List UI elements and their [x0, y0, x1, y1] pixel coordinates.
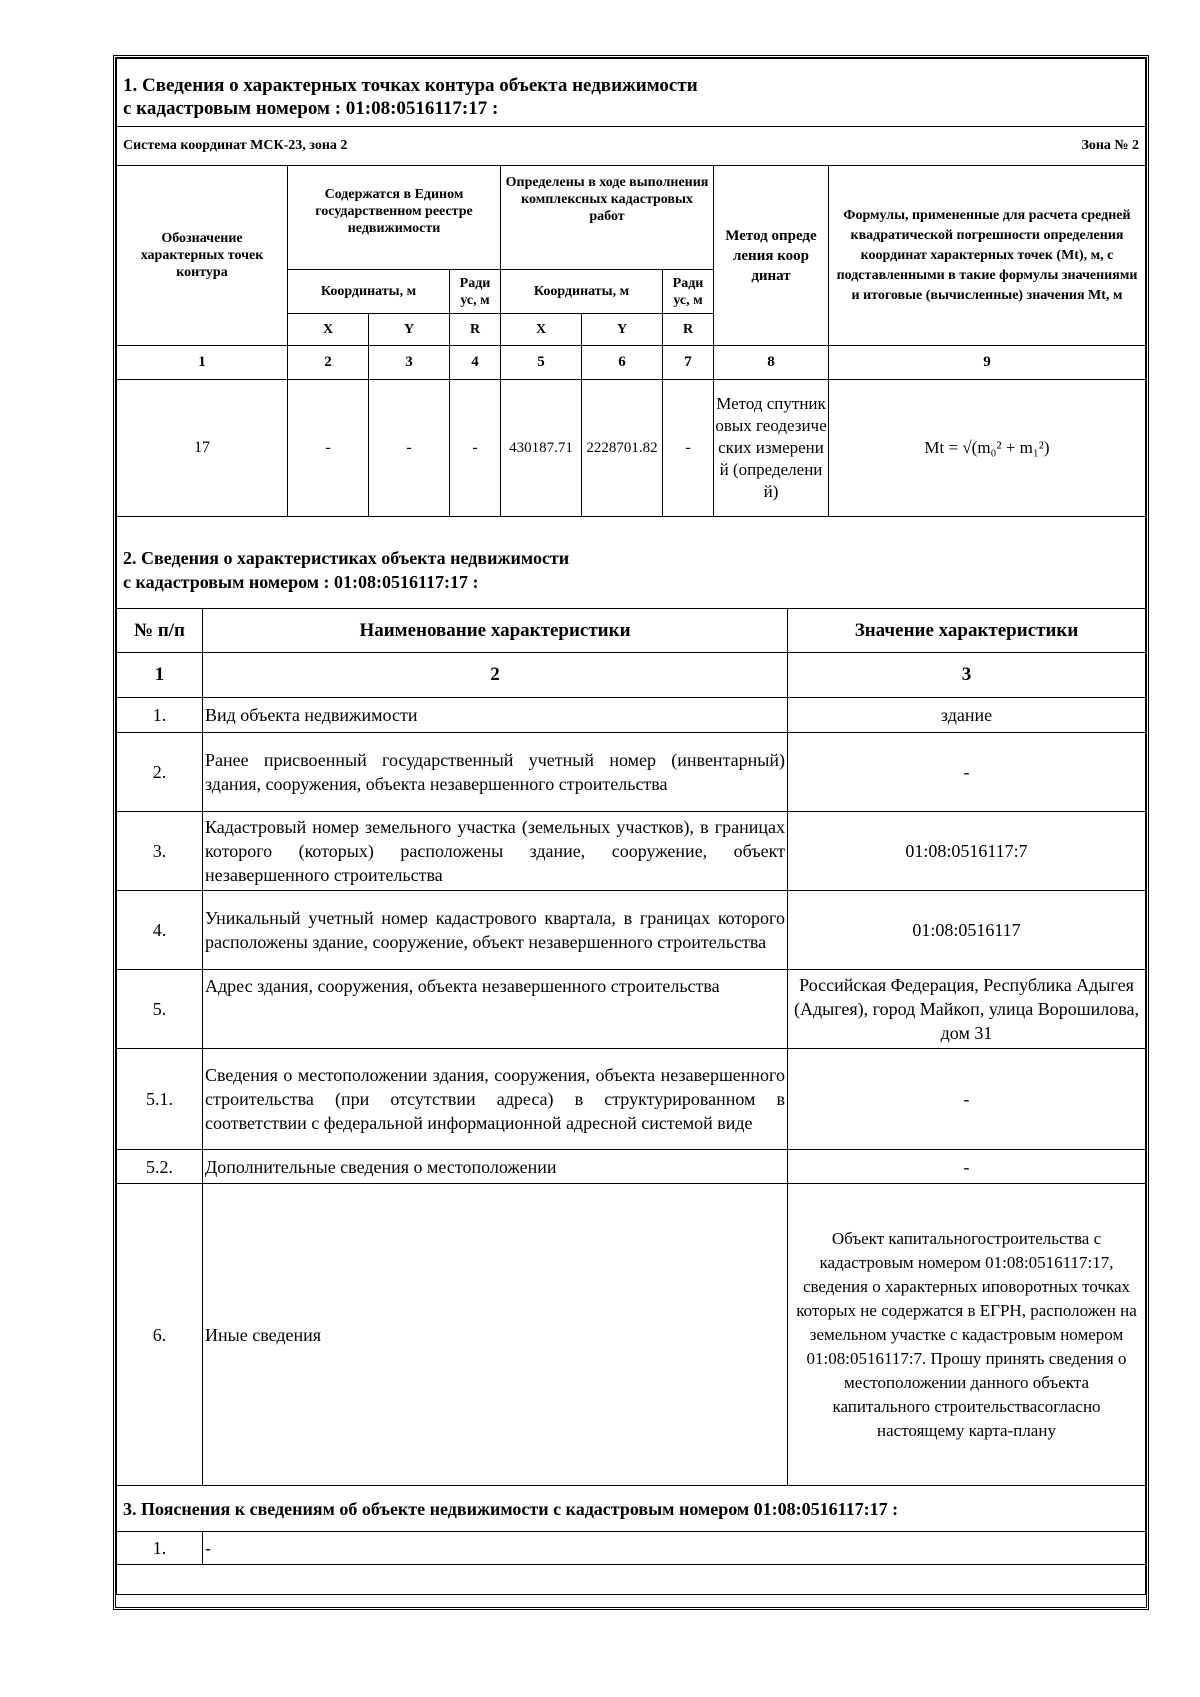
header-point: Обозначение характерных точек контура [117, 166, 288, 346]
col-number: 1 [117, 653, 203, 698]
header-method: Метод опреде ления коор динат [714, 166, 829, 346]
table-row [117, 970, 1146, 1049]
coord-system-row [117, 127, 1146, 166]
row-value: - [788, 1049, 1146, 1150]
egrn-x: - [288, 380, 369, 517]
section1-title-line2: с кадастровым номером : 01:08:0516117:17 : [123, 98, 499, 119]
col-number: 3 [788, 653, 1146, 698]
section1-title [117, 59, 1146, 127]
col-number: 1 [117, 346, 288, 380]
point-id: 17 [117, 380, 288, 517]
header-radius1: Ради ус, м [450, 270, 501, 314]
row-value: - [788, 1150, 1146, 1184]
egrn-y: - [369, 380, 450, 517]
col-number: 9 [829, 346, 1146, 380]
section2-title-line1: 2. Сведения о характеристиках объекта недвижимости [123, 548, 570, 568]
section3-table [116, 1485, 1146, 1595]
col-number: 4 [450, 346, 501, 380]
header-r1: R [450, 314, 501, 346]
row-name: Иные сведения [203, 1184, 788, 1486]
row-value: - [788, 733, 1146, 812]
header-no: № п/п [117, 609, 203, 653]
header-x1: X [288, 314, 369, 346]
table-row [117, 1150, 1146, 1184]
row-name: Адрес здания, сооружения, объекта незавершенного строительства [203, 970, 788, 1049]
table-row [117, 812, 1146, 891]
header-formulas: Формулы, примененные для расчета средней квадратической погрешности определения координат характерных точек (Mt), м, с подставленными в такие формулы значениями и итоговые (вычисленные) значения Mt, м [829, 166, 1146, 346]
col-number: 6 [582, 346, 663, 380]
table-row [117, 698, 1146, 733]
header-y1: Y [369, 314, 450, 346]
empty-row [117, 1565, 1146, 1595]
row-name: Сведения о местоположении здания, сооружения, объекта незавершенного строительства (при отсутствии адреса) в структурированном в соответствии с федеральной информационной адресной системой виде [203, 1049, 788, 1150]
row-name: Вид объекта недвижимости [203, 698, 788, 733]
section2-title [117, 517, 1146, 609]
table-row [117, 1565, 1146, 1595]
row-no: 4. [117, 891, 203, 970]
header-radius2: Ради ус, м [663, 270, 714, 314]
col-number: 2 [203, 653, 788, 698]
row-no: 2. [117, 733, 203, 812]
table-row [117, 733, 1146, 812]
section3-title: 3. Пояснения к сведениям об объекте недвижимости с кадастровым номером 01:08:0516117:17 : [117, 1486, 1146, 1532]
coord-system: Система координат МСК-23, зона 2 [123, 138, 348, 153]
row-no: 5.1. [117, 1049, 203, 1150]
table-row [117, 380, 1146, 517]
complex-x: 430187.71 [501, 380, 582, 517]
row-value: здание [788, 698, 1146, 733]
header-coords1: Координаты, м [288, 270, 450, 314]
row-value: 01:08:0516117 [788, 891, 1146, 970]
header-x2: X [501, 314, 582, 346]
row-value: 01:08:0516117:7 [788, 812, 1146, 891]
row-text: - [203, 1532, 1146, 1565]
col-number: 7 [663, 346, 714, 380]
complex-y: 2228701.82 [582, 380, 663, 517]
formula-value: Mt = √(m₀² + m₁²) [829, 380, 1146, 517]
row-name: Кадастровый номер земельного участка (земельных участков), в границах которого (которых) расположены здание, сооружение, объект незавершенного строительства [203, 812, 788, 891]
header-value: Значение характеристики [788, 609, 1146, 653]
row-value: Российская Федерация, Республика Адыгея (Адыгея), город Майкоп, улица Ворошилова, дом 31 [788, 970, 1146, 1049]
row-no: 5. [117, 970, 203, 1049]
row-no: 6. [117, 1184, 203, 1486]
header-egrn: Содержатся в Едином государственном реестре недвижимости [288, 166, 501, 270]
header-r2: R [663, 314, 714, 346]
col-number: 3 [369, 346, 450, 380]
row-no: 5.2. [117, 1150, 203, 1184]
table-row [117, 1184, 1146, 1486]
header-name: Наименование характеристики [203, 609, 788, 653]
col-number: 2 [288, 346, 369, 380]
row-no: 1. [117, 1532, 203, 1565]
col-number: 8 [714, 346, 829, 380]
row-name: Ранее присвоенный государственный учетный номер (инвентарный) здания, сооружения, объекта незавершенного строительства [203, 733, 788, 812]
section2-title-line2: с кадастровым номером : 01:08:0516117:17 : [123, 572, 479, 592]
row-no: 1. [117, 698, 203, 733]
row-no: 3. [117, 812, 203, 891]
section1-title-line1: 1. Сведения о характерных точках контура объекта недвижимости [123, 75, 698, 96]
table-row [117, 891, 1146, 970]
section2-table [116, 516, 1146, 1486]
header-complex: Определены в ходе выполнения комплексных кадастровых работ [501, 166, 714, 270]
row-name: Уникальный учетный номер кадастрового квартала, в границах которого расположены здание, сооружение, объект незавершенного строительства [203, 891, 788, 970]
zone-label: Зона № 2 [1081, 138, 1139, 153]
section1-table [116, 58, 1146, 517]
header-y2: Y [582, 314, 663, 346]
table-row [117, 1532, 1146, 1565]
table-row [117, 1049, 1146, 1150]
row-name: Дополнительные сведения о местоположении [203, 1150, 788, 1184]
egrn-r: - [450, 380, 501, 517]
document-frame [113, 55, 1149, 1610]
row-value: Объект капитальногостроительства с кадастровым номером 01:08:0516117:17, сведения о характерных иповоротных точках которых не содержатся в ЕГРН, расположен на земельном участке с кадастровым номером 01:08:0516117:7. Прошу принять сведения о местоположении данного объекта капитального строительствасогласно настоящему карта-плану [788, 1184, 1146, 1486]
header-coords2: Координаты, м [501, 270, 663, 314]
complex-r: - [663, 380, 714, 517]
method-value: Метод спутниковых геодезических измерений (определений) [714, 380, 829, 517]
col-number: 5 [501, 346, 582, 380]
